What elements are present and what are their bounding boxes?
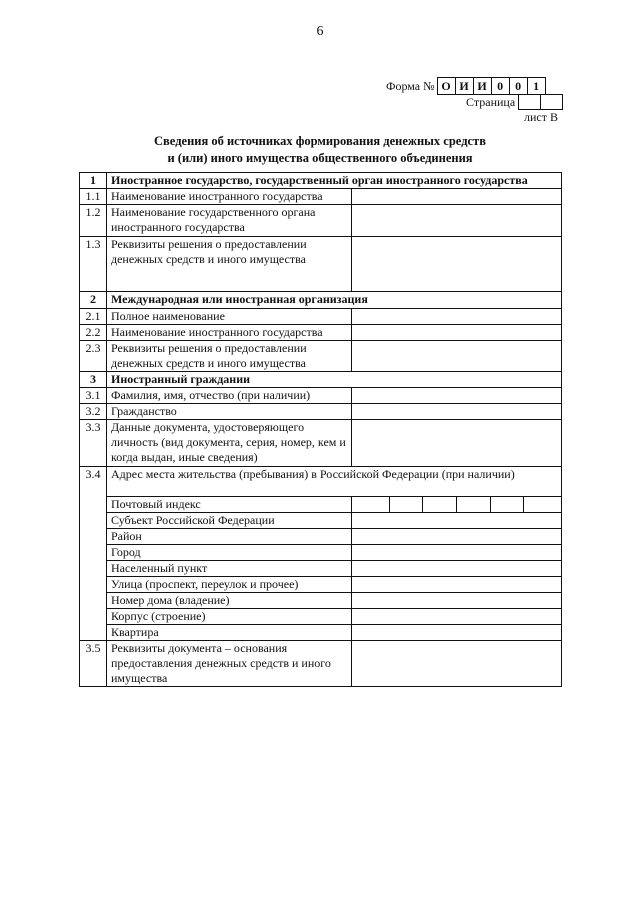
row-number: 2.1 bbox=[80, 309, 107, 325]
address-field-label: Корпус (строение) bbox=[107, 609, 352, 625]
postal-code-digits bbox=[356, 497, 557, 512]
address-row bbox=[80, 529, 562, 545]
row-label: Полное наименование bbox=[107, 309, 352, 325]
section-number: 3 bbox=[80, 372, 107, 388]
table-row bbox=[80, 205, 562, 237]
table-row bbox=[80, 189, 562, 205]
address-field-label: Город bbox=[107, 545, 352, 561]
value-field[interactable] bbox=[352, 404, 562, 420]
row-label: Реквизиты решения о предоставлении денежных средств и иного имущества bbox=[107, 341, 352, 372]
row-number: 1.1 bbox=[80, 189, 107, 205]
value-field[interactable] bbox=[352, 545, 562, 561]
address-row bbox=[80, 593, 562, 609]
form-code-cell[interactable]: 1 bbox=[527, 77, 546, 95]
value-field[interactable] bbox=[352, 609, 562, 625]
value-field[interactable] bbox=[352, 593, 562, 609]
section-header-row bbox=[80, 372, 562, 388]
address-row bbox=[80, 625, 562, 641]
form-code-cell[interactable]: О bbox=[437, 77, 455, 95]
address-field-label: Улица (проспект, переулок и прочее) bbox=[107, 577, 352, 593]
value-field[interactable] bbox=[352, 561, 562, 577]
page-number-cell[interactable] bbox=[518, 94, 540, 110]
postal-code-field[interactable] bbox=[352, 497, 562, 513]
form-code-cell[interactable]: 0 bbox=[509, 77, 527, 95]
value-field[interactable] bbox=[352, 513, 562, 529]
form-code-cell[interactable]: И bbox=[473, 77, 491, 95]
row-number: 2.2 bbox=[80, 325, 107, 341]
table-row bbox=[80, 420, 562, 467]
row-label: Данные документа, удостоверяющего личность (вид документа, серия, номер, кем и когда выдан, иные сведения) bbox=[107, 420, 352, 467]
form-title-line: Сведения об источниках формирования денежных средств bbox=[154, 134, 486, 148]
section-title: Иностранный граждании bbox=[107, 372, 562, 388]
row-number: 1.3 bbox=[80, 237, 107, 292]
row-number-spacer bbox=[80, 625, 107, 641]
row-label: Реквизиты решения о предоставлении денежных средств и иного имущества bbox=[107, 237, 352, 292]
row-number-spacer bbox=[80, 609, 107, 625]
value-field[interactable] bbox=[352, 577, 562, 593]
row-number: 2.3 bbox=[80, 341, 107, 372]
address-field-label: Номер дома (владение) bbox=[107, 593, 352, 609]
form-number-block bbox=[386, 77, 546, 95]
form-code-cell[interactable]: 0 bbox=[491, 77, 509, 95]
sheet-label: лист В bbox=[524, 110, 558, 124]
value-field[interactable] bbox=[352, 388, 562, 404]
digit-box[interactable] bbox=[389, 497, 423, 512]
address-row bbox=[80, 545, 562, 561]
value-field[interactable] bbox=[352, 625, 562, 641]
sources-table bbox=[79, 172, 562, 687]
page-number: 6 bbox=[316, 24, 324, 39]
row-number-spacer bbox=[80, 545, 107, 561]
row-label: Наименование государственного органа иностранного государства bbox=[107, 205, 352, 237]
address-row bbox=[80, 497, 562, 513]
row-number: 3.4 bbox=[80, 467, 107, 497]
form-title bbox=[0, 133, 640, 167]
digit-box[interactable] bbox=[490, 497, 524, 512]
row-label: Фамилия, имя, отчество (при наличии) bbox=[107, 388, 352, 404]
digit-box[interactable] bbox=[523, 497, 557, 512]
digit-box[interactable] bbox=[422, 497, 456, 512]
table-row bbox=[80, 467, 562, 497]
row-number: 3.2 bbox=[80, 404, 107, 420]
row-label: Наименование иностранного государства bbox=[107, 189, 352, 205]
address-row bbox=[80, 609, 562, 625]
section-number: 2 bbox=[80, 292, 107, 309]
address-field-label: Почтовый индекс bbox=[107, 497, 352, 513]
value-field[interactable] bbox=[352, 189, 562, 205]
row-number-spacer bbox=[80, 513, 107, 529]
address-row bbox=[80, 577, 562, 593]
address-field-label: Квартира bbox=[107, 625, 352, 641]
value-field[interactable] bbox=[352, 205, 562, 237]
page-field-label: Страница bbox=[466, 94, 516, 109]
address-row bbox=[80, 561, 562, 577]
row-number: 3.5 bbox=[80, 641, 107, 687]
table-row bbox=[80, 325, 562, 341]
value-field[interactable] bbox=[352, 309, 562, 325]
value-field[interactable] bbox=[352, 325, 562, 341]
form-title-line: и (или) иного имущества общественного объединения bbox=[167, 151, 473, 165]
form-code-cell[interactable]: И bbox=[455, 77, 473, 95]
value-field[interactable] bbox=[352, 237, 562, 292]
table-row bbox=[80, 388, 562, 404]
address-row bbox=[80, 513, 562, 529]
address-field-label: Субъект Российской Федерации bbox=[107, 513, 352, 529]
section-header-row bbox=[80, 292, 562, 309]
value-field[interactable] bbox=[352, 529, 562, 545]
table-row bbox=[80, 237, 562, 292]
row-label: Реквизиты документа – основания предоставления денежных средств и иного имущества bbox=[107, 641, 352, 687]
section-title: Международная или иностранная организация bbox=[107, 292, 562, 309]
row-label: Наименование иностранного государства bbox=[107, 325, 352, 341]
value-field[interactable] bbox=[352, 641, 562, 687]
row-label: Адрес места жительства (пребывания) в Российской Федерации (при наличии) bbox=[107, 467, 562, 497]
row-number-spacer bbox=[80, 529, 107, 545]
row-number: 1.2 bbox=[80, 205, 107, 237]
row-number-spacer bbox=[80, 593, 107, 609]
row-number: 3.1 bbox=[80, 388, 107, 404]
page-field-block bbox=[466, 94, 563, 110]
value-field[interactable] bbox=[352, 420, 562, 467]
digit-box[interactable] bbox=[356, 497, 389, 512]
address-field-label: Населенный пункт bbox=[107, 561, 352, 577]
row-number: 3.3 bbox=[80, 420, 107, 467]
section-number: 1 bbox=[80, 173, 107, 189]
page-number-cell[interactable] bbox=[540, 94, 563, 110]
section-title: Иностранное государство, государственный орган иностранного государства bbox=[107, 173, 562, 189]
table-row bbox=[80, 404, 562, 420]
section-header-row bbox=[80, 173, 562, 189]
row-number-spacer bbox=[80, 497, 107, 513]
table-row bbox=[80, 641, 562, 687]
row-number-spacer bbox=[80, 561, 107, 577]
form-number-label: Форма № bbox=[386, 78, 435, 93]
address-field-label: Район bbox=[107, 529, 352, 545]
value-field[interactable] bbox=[352, 341, 562, 372]
row-number-spacer bbox=[80, 577, 107, 593]
table-row bbox=[80, 341, 562, 372]
row-label: Гражданство bbox=[107, 404, 352, 420]
table-row bbox=[80, 309, 562, 325]
digit-box[interactable] bbox=[456, 497, 490, 512]
